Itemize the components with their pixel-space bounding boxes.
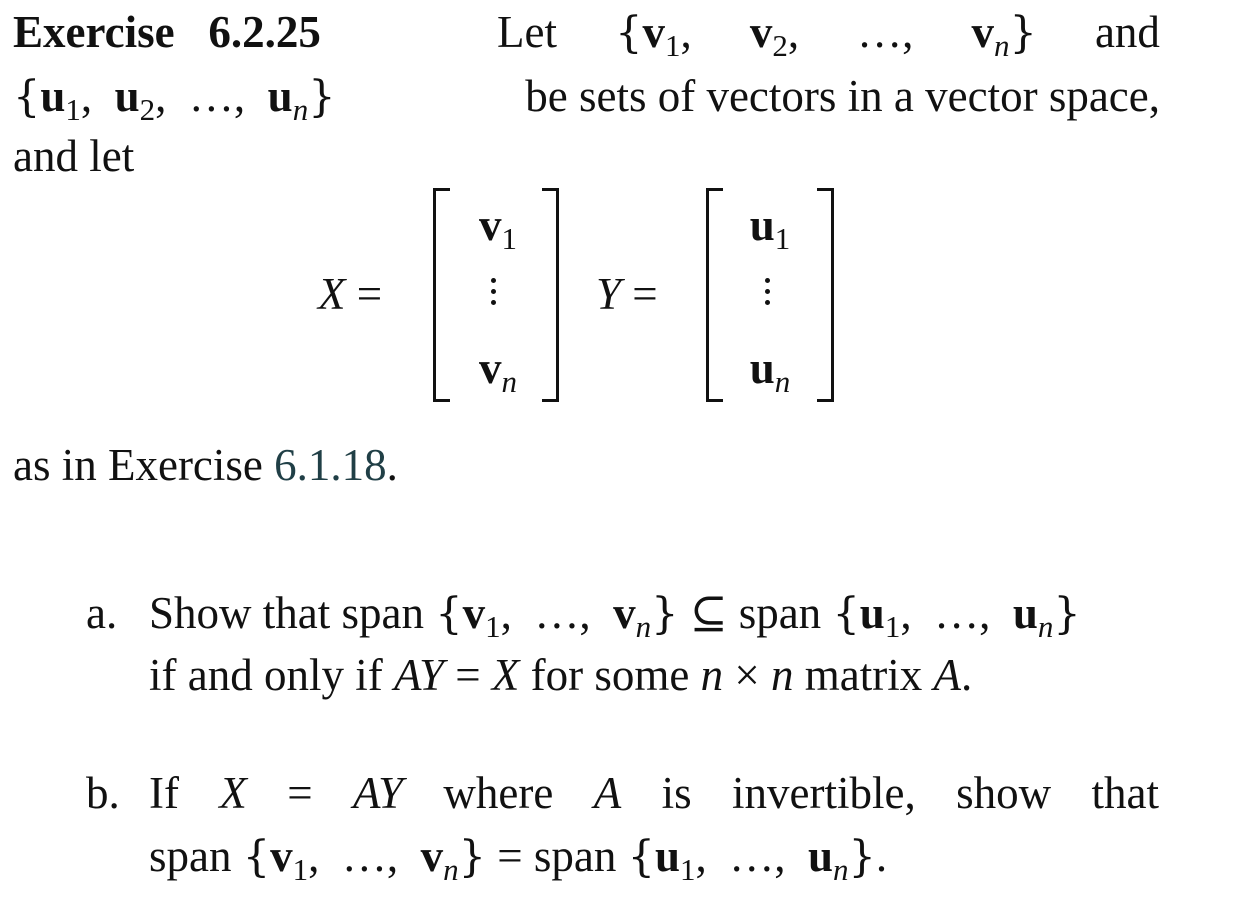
matrix-y-u1: $u_1$: [749, 200, 791, 256]
exercise-line-1: [13, 4, 1160, 65]
vn: $v_n$}: [971, 7, 1037, 63]
part-b-line-1: If X = AY where A is invertible, show that: [149, 768, 1159, 818]
u-set: {$u_1$, $u_2$, …, $u_n$}: [13, 71, 336, 127]
line2-text: be sets of vectors in a vector space,: [525, 71, 1160, 121]
exercise-line-2: [13, 68, 1160, 129]
matrix-x-label: X =: [318, 269, 383, 319]
part-a-label: a.: [86, 588, 118, 638]
matrix-y-vdots: [727, 272, 807, 311]
matrix-y-left-bracket: [706, 188, 723, 402]
part-b-line-2: span {$v_1$, …, $v_n$} = span {$u_1$, …, $u_n$}.: [149, 831, 888, 887]
matrix-x-right-bracket: [542, 188, 559, 402]
part-b-label: b.: [86, 768, 120, 818]
part-a-line-1: Show that span {$v_1$, …, $v_n$} ⊆ span {$u_1$, …, $u_n$}: [149, 588, 1081, 644]
exercise-ref-link[interactable]: 6.1.18: [274, 440, 387, 490]
matrix-y-label: Y =: [596, 269, 658, 319]
matrix-x-v1: $v_1$: [479, 200, 517, 256]
matrix-x-vn: $v_n$: [479, 343, 517, 399]
matrix-y-right-bracket: [817, 188, 834, 402]
matrix-y-un: $u_n$: [749, 343, 791, 399]
exercise-label: Exercise 6.2.25: [13, 7, 321, 57]
let-word: Let: [497, 7, 558, 57]
v2: $v_2$,: [749, 7, 800, 63]
exercise-line-3: and let: [13, 131, 135, 181]
exercise-reference-line: as in Exercise 6.1.18.: [13, 440, 398, 490]
v-set-start: {$v_1$,: [615, 7, 692, 63]
matrix-x-left-bracket: [433, 188, 450, 402]
part-a-line-2: if and only if AY = X for some n × n matrix A.: [149, 650, 973, 700]
matrix-x-vdots: [453, 272, 533, 311]
and-word: and: [1094, 7, 1160, 57]
ellipsis: …,: [857, 7, 914, 57]
